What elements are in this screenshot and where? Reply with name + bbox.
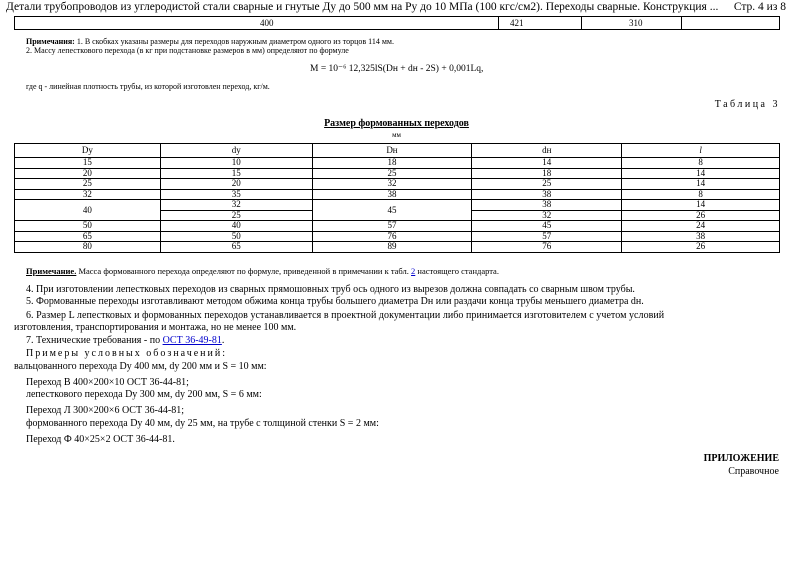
column-header: dн [472, 144, 622, 158]
table-note-tail: настоящего стандарта. [415, 266, 499, 276]
table-row [15, 189, 780, 200]
table-cell: 38 [472, 200, 622, 211]
table-row [15, 158, 780, 169]
table-cell: 76 [472, 242, 622, 253]
table-cell: 40 [15, 200, 161, 221]
table-cell: 65 [160, 242, 312, 253]
notes-label: Примечания: [26, 37, 75, 46]
table-cell: 25 [160, 210, 312, 221]
table-cell: 57 [312, 221, 472, 232]
paragraph-6-line1: 6. Размер L лепестковых и формованных переходов устанавливается в проектной документации либо принимается изготовителем с учетом условий [26, 310, 665, 321]
table-cell: 14 [472, 158, 622, 169]
examples-title: Примеры условных обозначений: [26, 348, 228, 359]
example-2-description: лепесткового перехода Dу 300 мм, dу 200 мм, S = 6 мм: [26, 389, 262, 400]
table-note-label: Примечание. [26, 266, 77, 276]
table-ref-link[interactable]: 2 [411, 266, 416, 276]
table-cell: 25 [312, 168, 472, 179]
page-header [6, 0, 788, 14]
table-row [15, 168, 780, 179]
paragraph-6-line2: изготовления, транспортирования и монтажа, но не менее 100 мм. [14, 322, 297, 333]
table-cell: 20 [160, 179, 312, 190]
table-cell: 24 [622, 221, 780, 232]
table-cell: 25 [15, 179, 161, 190]
table-cell: 38 [622, 231, 780, 242]
appendix-subtitle: Справочное [728, 466, 779, 477]
table-cell: 15 [15, 158, 161, 169]
table-cell: 8 [622, 158, 780, 169]
table-cell: 32 [15, 189, 161, 200]
table-cell: 14 [622, 200, 780, 211]
table-cell: 38 [472, 189, 622, 200]
table-cell: 80 [15, 242, 161, 253]
table-cell: 421 [510, 18, 524, 28]
table-cell: 25 [472, 179, 622, 190]
dimensions-table [14, 143, 780, 253]
table-row [15, 242, 780, 253]
note-2: 2. Массу лепесткового перехода (в кг при подстановке размеров в мм) определяют по формуле [26, 46, 349, 55]
table-cell: 89 [312, 242, 472, 253]
example-1-designation: Переход В 400×200×10 ОСТ 36-44-81; [26, 377, 189, 388]
table-cell: 14 [622, 168, 780, 179]
table-cell: 50 [15, 221, 161, 232]
note-1 [26, 37, 394, 46]
table-cell: 10 [160, 158, 312, 169]
column-header: Dу [15, 144, 161, 158]
example-2-designation: Переход Л 300×200×6 ОСТ 36-44-81; [26, 405, 185, 416]
table-title: Размер формованных переходов [324, 118, 469, 129]
table-number: Таблица 3 [714, 99, 780, 110]
paragraph-7-tail: . [221, 335, 225, 346]
table-cell: 26 [622, 210, 780, 221]
column-header: dу [160, 144, 312, 158]
table-note [26, 266, 499, 276]
table-cell: 57 [472, 231, 622, 242]
ost-link[interactable]: ОСТ 36-49-81 [162, 335, 222, 346]
paragraph-7-text: 7. Технические требования - по [26, 335, 163, 346]
paragraph-4: 4. При изготовлении лепестковых переходов из сварных прямошовных труб ось одного из вырезов должна совпадать со сварным швом трубы. [26, 284, 635, 295]
table-cell: 20 [15, 168, 161, 179]
example-3-designation: Переход Ф 40×25×2 ОСТ 36-44-81. [26, 434, 175, 445]
paragraph-5: 5. Формованные переходы изготавливают методом обжима конца трубы большего диаметра Dн или раздачи конца трубы меньшего диаметра dн. [26, 296, 644, 307]
example-1-description: вальцованного перехода Dу 400 мм, dу 200 мм и S = 10 мм: [14, 361, 267, 372]
table-row [15, 179, 780, 190]
page-indicator: Стр. 4 из 8 [730, 1, 786, 13]
document-title: Детали трубопроводов из углеродистой стали сварные и гнутые Ду до 500 мм на Ру до 10 МПа (100 кгс/см2). Переходы сварные. Конструкция ... [6, 1, 719, 13]
table-cell: 18 [312, 158, 472, 169]
table-row [15, 231, 780, 242]
table-cell: 35 [160, 189, 312, 200]
example-3-description: формованного перехода Dу 40 мм, dу 25 мм, на трубе с толщиной стенки S = 2 мм: [26, 418, 379, 429]
table-cell: 40 [160, 221, 312, 232]
paragraph-7 [26, 335, 224, 346]
note-1-text: 1. В скобках указаны размеры для переходов наружным диаметром одного из торцов 114 мм. [74, 37, 394, 46]
table-cell: 26 [622, 242, 780, 253]
table-cell: 310 [629, 18, 643, 28]
table-cell: 14 [622, 179, 780, 190]
table-cell: 38 [312, 189, 472, 200]
note-q: где q - линейная плотность трубы, из которой изготовлен переход, кг/м. [26, 82, 270, 91]
mass-formula: M = 10⁻⁶ 12,325lS(Dн + dн - 2S) + 0,001Lq, [310, 64, 484, 74]
table-unit: мм [392, 131, 401, 139]
table-cell: 76 [312, 231, 472, 242]
table-cell: 45 [312, 200, 472, 221]
table-cell: 400 [260, 18, 274, 28]
table-row [15, 200, 780, 211]
table-cell: 32 [312, 179, 472, 190]
appendix-title: ПРИЛОЖЕНИЕ [703, 453, 779, 464]
column-header: l [622, 144, 780, 158]
column-header: Dн [312, 144, 472, 158]
table-cell: 45 [472, 221, 622, 232]
table-cell: 18 [472, 168, 622, 179]
table-cell: 15 [160, 168, 312, 179]
table-continuation-row [14, 16, 780, 30]
table-cell: 32 [160, 200, 312, 211]
table-cell: 50 [160, 231, 312, 242]
table-header-row [15, 144, 780, 158]
table-cell: 65 [15, 231, 161, 242]
table-note-text: Масса формованного перехода определяют по формуле, приведенной в примечании к табл. [76, 266, 412, 276]
table-row [15, 221, 780, 232]
table-cell: 32 [472, 210, 622, 221]
table-cell: 8 [622, 189, 780, 200]
